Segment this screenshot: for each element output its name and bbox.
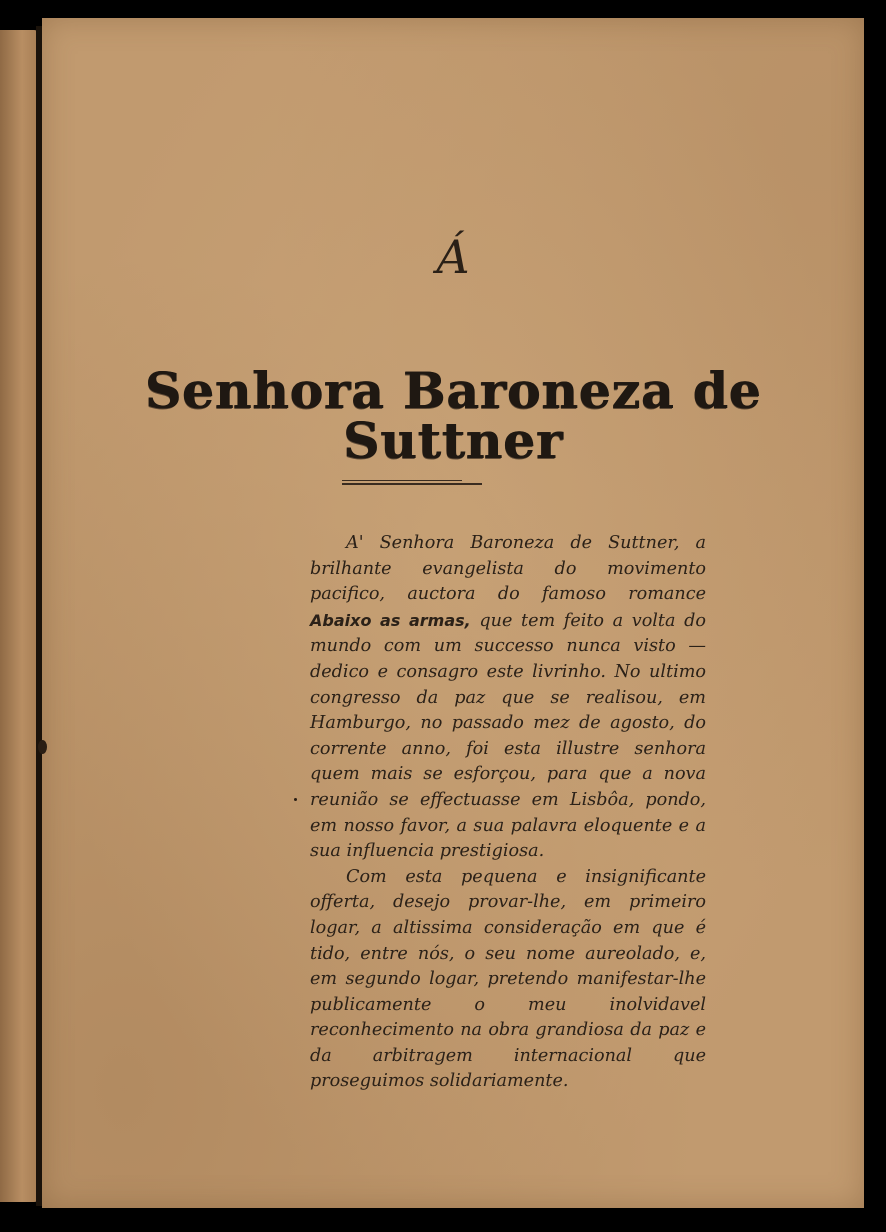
ornamental-rule [342, 480, 482, 488]
rule-thin-line [342, 480, 462, 481]
ink-speck [38, 740, 47, 754]
paragraph-1 [310, 531, 706, 865]
ink-speck [294, 798, 297, 801]
left-page-edge [0, 30, 40, 1202]
paragraph-1-start: A' Senhora Baroneza de Suttner, a brilhante evangelista do movimento pacifico, auctora do famoso romance [310, 533, 706, 605]
book-title: Abaixo as armas, [310, 610, 471, 630]
dedication-title: Senhora Baroneza de Suttner [144, 361, 762, 470]
dedication-page [42, 18, 864, 1208]
paragraph-1-end: que tem feito a volta do mundo com um successo nunca visto — dedico e consagro este livrinho. No ultimo congresso da paz que se realisou, em Hamburgo, no passado mez de agosto, do corrente anno, foi esta illustre senhora quem mais se esforçou, para que a nova reunião se effectuasse em Lisbôa, pondo, em nosso favor, a sua palavra eloquente e a sua influencia prestigiosa. [310, 610, 706, 862]
paragraph-2: Com esta pequena e insignificante offerta, desejo provar-lhe, em primeiro logar, a altissima consideração em que é tido, entre nós, o seu nome aureolado, e, em segundo logar, pretendo manifestar-lhe publicamente o meu inolvidavel reconhecimento na obra grandiosa da paz e da arbitragem internacional que proseguimos solidariamente. [310, 866, 706, 1092]
dedication-body [310, 531, 706, 1095]
rule-thick-line [342, 483, 482, 485]
dedication-heading: Á [436, 230, 470, 284]
